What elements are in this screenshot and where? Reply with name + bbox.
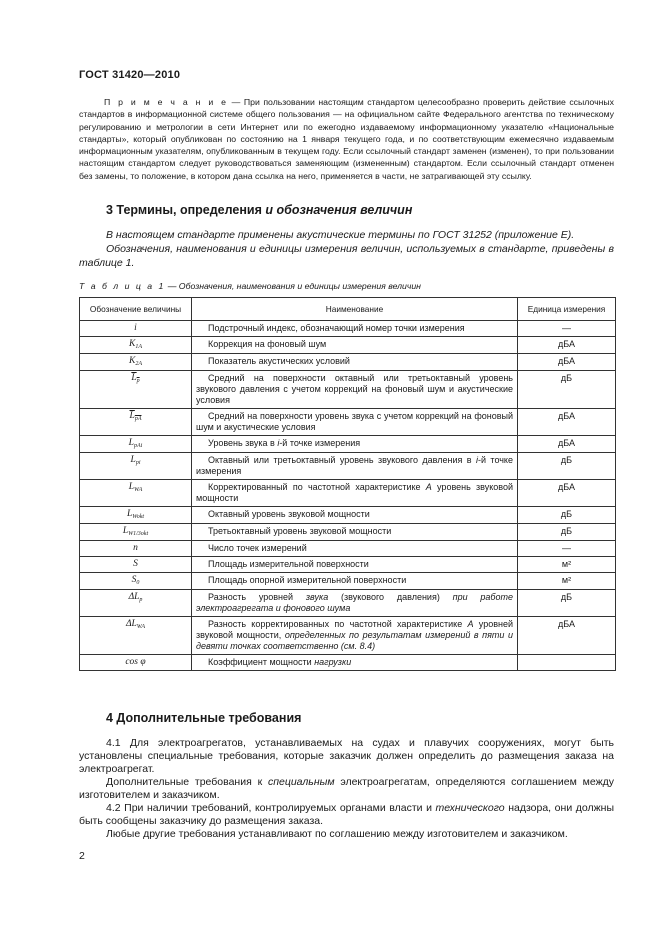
unit-cell: — [518,541,616,557]
name-cell: Коэффициент мощности нагрузки [192,655,518,671]
name-cell: Октавный уровень звуковой мощности [192,507,518,524]
name-cell: Число точек измерений [192,541,518,557]
table-row [80,557,616,573]
name-cell: Октавный или третьоктавный уровень звукового давления в i-й точке измерения [192,453,518,480]
name-cell: Средний на поверхности октавный или третьоктавный уровень звукового давления с учетом коррекций на фоновый шум и акустические условия [192,371,518,409]
symbol-cell: $\Delta L_p$ [80,590,192,617]
section-4-para-1: 4.1 Для электроагрегатов, устанавливаемых на судах и плавучих сооружениях, могут быть установлены специальные требования, которые заказчик должен определить до размещения заказа на электроагрегат. [79,737,614,775]
section-3-heading: 3 Термины, определения и обозначения величин [106,203,413,217]
page-number: 2 [79,850,85,862]
section-4-body [79,737,614,841]
name-cell: Показатель акустических условий [192,354,518,371]
table-row [80,524,616,541]
symbol-cell: i [80,321,192,337]
symbol-cell: S [80,557,192,573]
unit-cell: дБ [518,507,616,524]
symbol-cell: $\overline{L}_{\overline{p}}$ [80,371,192,409]
table-row [80,409,616,436]
section-4-para-3: 4.2 При наличии требований, контролируемых органами власти и технического надзора, они должны быть сообщены заказчику до размещения заказа. [79,802,614,827]
section-3-body [79,228,614,270]
symbol-cell: $L_{WA}$ [80,480,192,507]
name-cell: Подстрочный индекс, обозначающий номер точки измерения [192,321,518,337]
note-text: — При пользовании настоящим стандартом целесообразно проверить действие ссылочных стандартов в информационной системе общего пользования — на официальном сайте Федерального агентства по техническому регулированию и метрологии в сети Интернет или по ежегодно издаваемому информационному указателю «Национальные стандарты», который опубликован по состоянию на 1 января текущего года, и по соответствующим ежемесячно издаваемым информационным указателям, опубликованным в текущем году. Если ссылочный стандарт заменен (изменен), то при пользовании настоящим стандартом следует руководствоваться заменяющим (измененным) стандартом. Если ссылочный стандарт отменен без замены, то положение, в котором дана ссылка на него, применяется в части, не затрагивающей эту ссылку. [79,97,614,181]
note-label: П р и м е ч а н и е [104,97,229,107]
table-row [80,507,616,524]
table-row [80,321,616,337]
table-row [80,541,616,557]
unit-cell: дБА [518,354,616,371]
section-4-para-2: Дополнительные требования к специальным электроагрегатам, определяются соглашением между изготовителем и заказчиком. [79,776,614,801]
name-cell: Третьоктавный уровень звуковой мощности [192,524,518,541]
table-row [80,480,616,507]
unit-cell: дБ [518,371,616,409]
unit-cell [518,655,616,671]
symbol-cell: $K_{2A}$ [80,354,192,371]
section-3-para-2: Обозначения, наименования и единицы измерения величин, используемых в стандарте, приведены в таблице 1. [79,243,614,269]
header-name: Наименование [192,298,518,321]
symbol-cell: n [80,541,192,557]
section-3-para-1: В настоящем стандарте применены акустические термины по ГОСТ 31252 (приложение Е). [106,229,575,241]
symbol-cell: $S_0$ [80,573,192,590]
name-cell: Площадь измерительной поверхности [192,557,518,573]
unit-cell: — [518,321,616,337]
symbol-cell: $K_{1A}$ [80,337,192,354]
symbol-cell: $\overline{L}_{\overline{pA}}$ [80,409,192,436]
symbol-cell: $L_{W1/3okt}$ [80,524,192,541]
table-row [80,617,616,655]
section-4-heading: 4 Дополнительные требования [106,711,302,725]
name-cell: Площадь опорной измерительной поверхности [192,573,518,590]
name-cell: Разность уровней звука (звукового давления) при работе электроагрегата и фонового шума [192,590,518,617]
symbol-cell: $L_{pi}$ [80,453,192,480]
table-header-row [80,298,616,321]
table-row [80,371,616,409]
unit-cell: м² [518,573,616,590]
table-row [80,337,616,354]
symbol-cell: $\Delta L_{WA}$ [80,617,192,655]
unit-cell: дБ [518,453,616,480]
symbols-table [79,297,616,671]
unit-cell: м² [518,557,616,573]
symbol-cell: cos φ [80,655,192,671]
header-symbol: Обозначение величины [80,298,192,321]
name-cell: Корректированный по частотной характеристике A уровень звуковой мощности [192,480,518,507]
name-cell: Средний на поверхности уровень звука с учетом коррекций на фоновый шум и акустические условия [192,409,518,436]
unit-cell: дБА [518,436,616,453]
standard-code: ГОСТ 31420—2010 [79,69,181,81]
symbol-cell: $L_{Wokt}$ [80,507,192,524]
section-4-para-4: Любые другие требования устанавливают по соглашению между изготовителем и заказчиком. [106,828,568,840]
table-row [80,354,616,371]
header-unit: Единица измерения [518,298,616,321]
unit-cell: дБ [518,524,616,541]
name-cell: Уровень звука в i-й точке измерения [192,436,518,453]
unit-cell: дБА [518,617,616,655]
table-row [80,655,616,671]
name-cell: Разность корректированных по частотной характеристике A уровней звуковой мощности, определенных по результатам измерений в пяти и девяти точках соответственно (см. 8.4) [192,617,518,655]
table-row [80,573,616,590]
symbol-cell: $L_{pAi}$ [80,436,192,453]
unit-cell: дБА [518,480,616,507]
unit-cell: дБА [518,409,616,436]
table-caption: Т а б л и ц а 1 — Обозначения, наименования и единицы измерения величин [79,281,421,291]
table-row [80,436,616,453]
unit-cell: дБ [518,590,616,617]
table-row [80,590,616,617]
unit-cell: дБА [518,337,616,354]
name-cell: Коррекция на фоновый шум [192,337,518,354]
reference-note [79,96,614,182]
table-row [80,453,616,480]
